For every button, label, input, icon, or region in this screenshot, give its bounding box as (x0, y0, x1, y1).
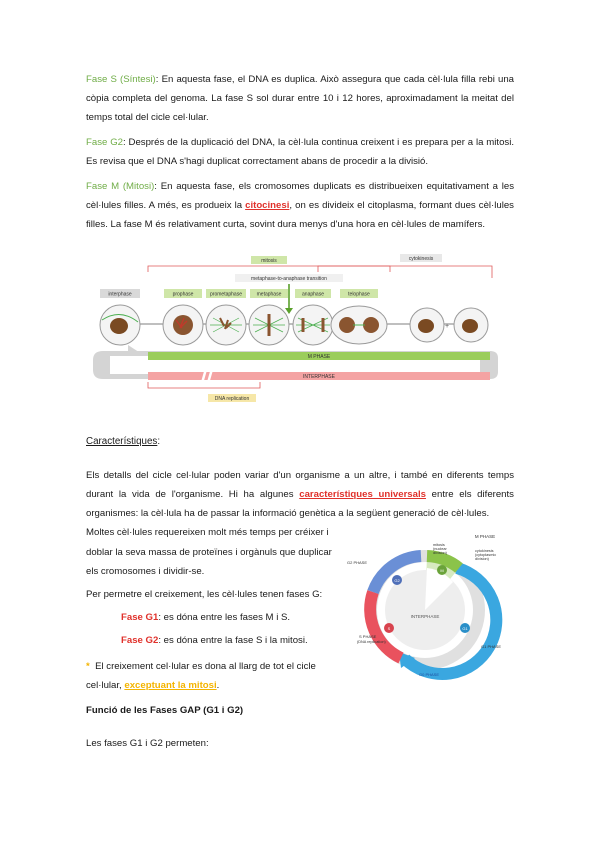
growth-line-2: doblar la seva massa de proteïnes i orgànuls que duplicar (86, 547, 332, 558)
fase-s-text: : En aquesta fase, el DNA es duplica. Això assegura que cada cèl·lula filla rebi una còpia completa del genoma. La fase S sol durar entre 10 i 12 hores, aproximadament la meitat del temps total del cicle cel·lular. (86, 74, 515, 124)
interphase-bar-label: INTERPHASE (303, 374, 335, 380)
m-phase-label: M PHASE (307, 354, 331, 360)
caracteristiques-paragraph: Els detalls del cicle cel·lular poden variar d'un organisme a un altre, i també en diferents temps durant la vida de l'organisme. Hi ha algunes característiques universals entre els diferents organismes: la cèl·lula ha de passar la informació genètica a la següent generació de cèl·lules. (86, 470, 514, 520)
phase-label-telophase: telophase (348, 291, 370, 298)
g-phases-intro: Per permetre el creixement, les cèl·lules tenen fases G: (86, 589, 323, 600)
transition-label: metaphase-to-anaphase transition (251, 276, 327, 282)
fase-g2-paragraph (86, 133, 514, 171)
mitosis-bracket (148, 266, 390, 272)
cell-prophase (163, 305, 203, 345)
exceptuant-mitosi-highlight: exceptuant la mitosi (124, 680, 217, 691)
svg-text:division): division) (475, 557, 489, 561)
phase-label-anaphase: anaphase (302, 291, 324, 298)
funcio-heading: Funció de les Fases GAP (G1 i G2) (86, 705, 244, 716)
cytokinesis-label: cytokinesis (475, 549, 494, 553)
cell-telophase (331, 306, 387, 344)
cell-interphase-left (100, 305, 140, 345)
cell-metaphase (249, 305, 289, 345)
dna-replication-label: DNA replication (214, 396, 250, 402)
dna-replication-bracket (148, 382, 260, 388)
interphase-center-label: INTERPHASE (410, 614, 440, 619)
fase-g2-text: : Després de la duplicació del DNA, la cèl·lula continua creixent i es prepara per a la mitosi. Es revisa que el DNA s'hagi duplicat correctament abans de procedir a la divisió. (86, 137, 515, 168)
fase-g2-title: Fase G2 (86, 137, 123, 148)
caracteristiques-heading-line: Característiques: (86, 436, 161, 447)
cell-cycle-diagram (335, 528, 513, 680)
mitosis-diagram (88, 248, 508, 408)
cell-daughter-2 (454, 308, 488, 342)
svg-text:(cytoplasmic: (cytoplasmic (475, 553, 497, 557)
g1-phase-label: G1 PHASE (481, 644, 502, 649)
phase-label-prometaphase: prometaphase (210, 291, 242, 298)
caracteristiques-heading: Característiques (86, 436, 158, 447)
g1-title: Fase G1 (121, 612, 159, 623)
cell-prometaphase (206, 305, 246, 345)
g0-phase-label: G0 PHASE (419, 672, 440, 677)
cytokinesis-label: cytokinesis (408, 256, 434, 262)
fase-s-paragraph (86, 70, 514, 128)
svg-text:division): division) (433, 551, 447, 555)
g1-line: Fase G1: es dóna entre les fases M i S. (121, 612, 291, 623)
mitosis-label: mitosis (261, 258, 277, 264)
m-tag: M (440, 568, 444, 573)
g2-title: Fase G2 (121, 635, 159, 646)
citocinesi-highlight: citocinesi (245, 200, 290, 212)
g2-tag: G2 (394, 578, 400, 583)
caracteristiques-universals-highlight: característiques universals (299, 489, 426, 501)
fase-s-title: Fase S (Síntesi) (86, 74, 156, 85)
bullet-asterisk: * (86, 661, 90, 672)
phase-label-prophase: prophase (172, 291, 194, 298)
g2-line: Fase G2: es dóna entre la fase S i la mitosi. (121, 635, 308, 646)
g2-phase-label: G2 PHASE (347, 560, 368, 565)
mitosis-label: mitosis (433, 543, 445, 547)
fase-m-text-b: , on es divideix el citoplasma, formant dues cèl·lules filles. La fase M és relativament curta, sovint dura menys d'una hora en cèl·lules de mamífers. (86, 200, 514, 231)
cell-daughter-1 (410, 308, 444, 342)
phase-label-interphase-left: interphase (108, 291, 132, 298)
m-phase-title: M PHASE (474, 534, 496, 539)
funcio-text: Les fases G1 i G2 permeten: (86, 738, 209, 749)
phase-label-metaphase: metaphase (256, 291, 282, 298)
svg-text:+: + (444, 323, 450, 330)
growth-line-3: els cromosomes i dividir-se. (86, 566, 205, 577)
growth-line-1: Moltes cèl·lules requereixen molt més temps per créixer i (86, 527, 329, 538)
cell-anaphase (293, 305, 333, 345)
g1-tag: G1 (462, 626, 468, 631)
growth-note-line-1: * El creixement cel·lular es dona al llarg de tot el cicle (86, 661, 316, 672)
svg-text:(nuclear: (nuclear (433, 547, 447, 551)
fase-m-text-a: : En aquesta fase, els cromosomes duplicats es distribueixen equitativament a les cèl·lules filles. A més, es produeix la (86, 181, 514, 212)
s-phase-label: S PHASE (359, 634, 377, 639)
s-tag: S (387, 626, 391, 631)
dna-replication-label: (DNA replication) (357, 640, 386, 644)
fase-m-title: Fase M (Mitosi) (86, 181, 155, 192)
growth-note-line-2: cel·lular, exceptuant la mitosi. (86, 680, 220, 691)
cytokinesis-bracket (318, 266, 492, 278)
fase-m-paragraph (86, 177, 514, 235)
